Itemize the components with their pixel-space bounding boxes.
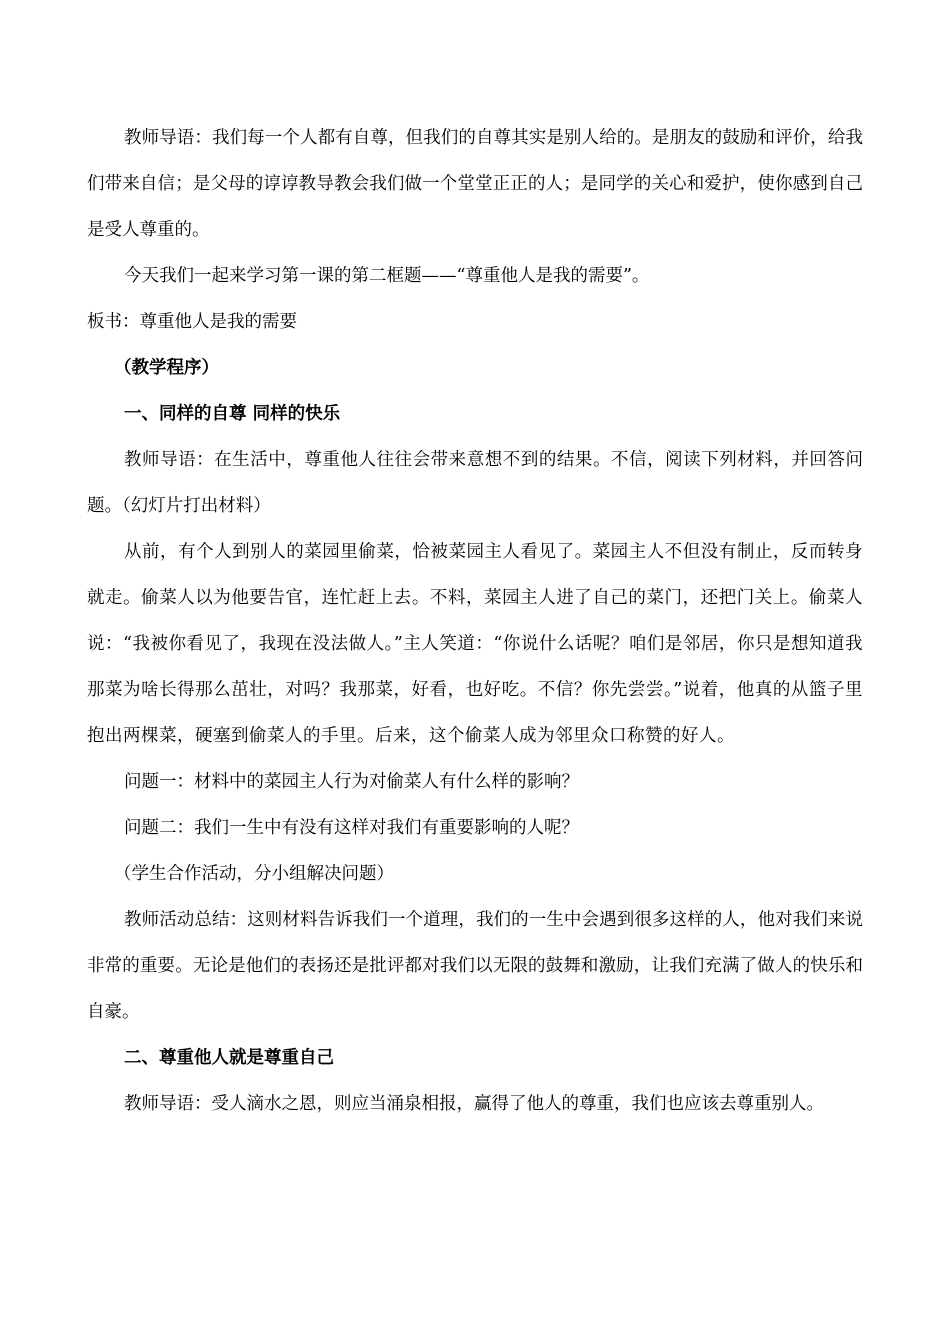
story-paragraph: 从前，有个人到别人的菜园里偷菜，恰被菜园主人看见了。菜园主人不但没有制止，反而转身就走。偷菜人以为他要告官，连忙赶上去。不料，菜园主人进了自己的菜门，还把门关上。偷菜人说：“我被你看见了，我现在没法做人。”主人笑道：“你说什么话呢？咱们是邻居，你只是想知道我那菜为啥长得那么茁壮，对吗？我那菜，好看，也好吃。不信？你先尝尝。”说着，他真的从篮子里抱出两棵菜，硬塞到偷菜人的手里。后来，这个偷菜人成为邻里众口称赞的好人。 — [87, 542, 863, 746]
blackboard-title: 板书：尊重他人是我的需要 — [87, 312, 297, 332]
teacher-guide-paragraph: 教师导语：在生活中，尊重他人往往会带来意想不到的结果。不信，阅读下列材料，并回答问题。（幻灯片打出材料） — [87, 450, 863, 516]
teacher-intro-paragraph: 教师导语：我们每一个人都有自尊，但我们的自尊其实是别人给的。是朋友的鼓励和评价，给我们带来自信；是父母的谆谆教导教会我们做一个堂堂正正的人；是同学的关心和爱护，使你感到自己是受人尊重的。 — [87, 128, 863, 240]
section-heading-2: 二、尊重他人就是尊重自己 — [124, 1048, 334, 1068]
procedure-heading: （教学程序） — [114, 358, 219, 378]
question-two: 问题二：我们一生中有没有这样对我们有重要影响的人呢？ — [124, 818, 579, 838]
section-heading-1: 一、同样的自尊 同样的快乐 — [124, 404, 341, 424]
student-activity-note: （学生合作活动，分小组解决问题） — [114, 864, 394, 884]
question-one: 问题一：材料中的菜园主人行为对偷菜人有什么样的影响？ — [124, 772, 579, 792]
document-body — [87, 115, 863, 1127]
lesson-intro-paragraph: 今天我们一起来学习第一课的第二框题——“尊重他人是我的需要”。 — [124, 266, 650, 286]
teacher-guide-paragraph-2: 教师导语：受人滴水之恩，则应当涌泉相报，赢得了他人的尊重，我们也应该去尊重别人。 — [124, 1094, 824, 1114]
teacher-summary-paragraph: 教师活动总结：这则材料告诉我们一个道理，我们的一生中会遇到很多这样的人，他对我们来说非常的重要。无论是他们的表扬还是批评都对我们以无限的鼓舞和激励，让我们充满了做人的快乐和自豪。 — [87, 910, 863, 1022]
